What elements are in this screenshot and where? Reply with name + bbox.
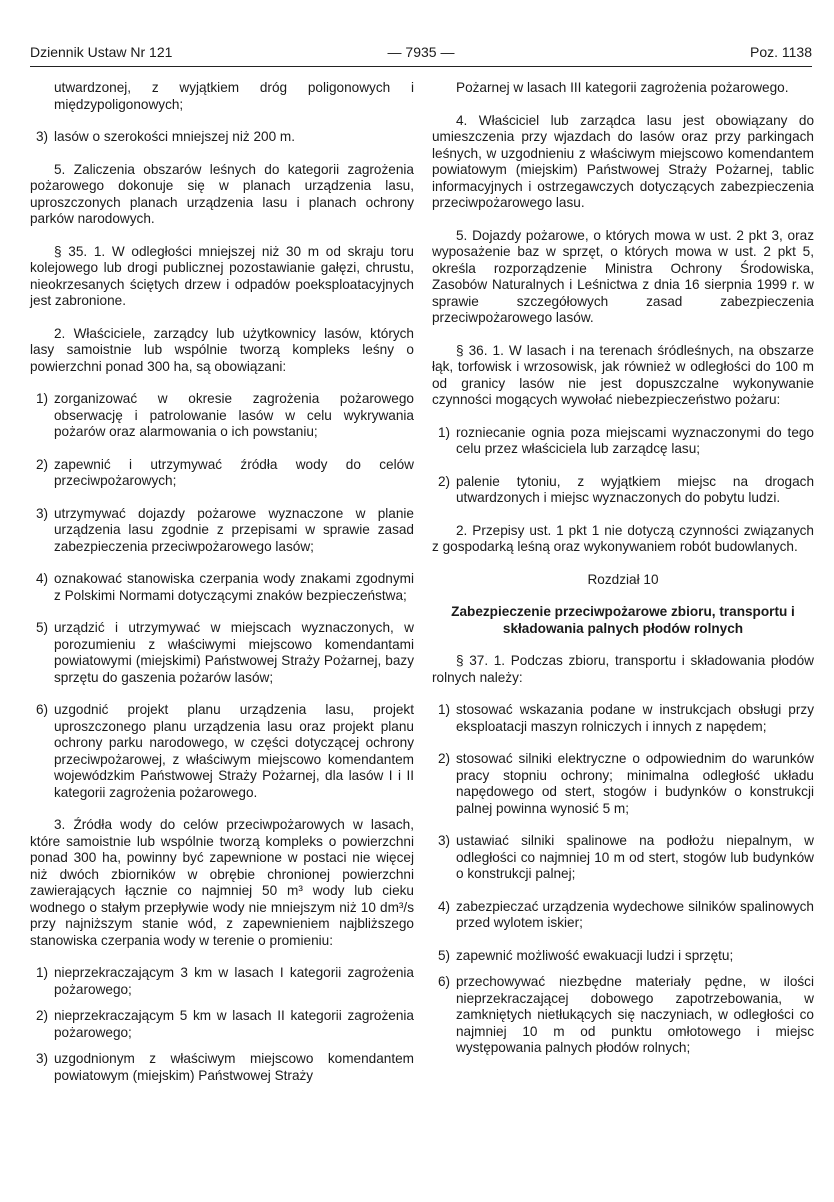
section-36-1: § 36. 1. W lasach i na terenach śródleśnych, na obszarze łąk, torfowisk i wrzosowisk, jak również w odległości do 100 m od granicy lasów nie jest dopuszczalne wykonywanie czynności mogących wywołać niebezpieczeństwo pożaru: bbox=[432, 342, 814, 407]
item-number: 3) bbox=[36, 129, 49, 144]
item-number: 3) bbox=[36, 1051, 49, 1066]
item-number: 3) bbox=[36, 505, 49, 521]
paragraph-3: 3. Źródła wody do celów przeciwpożarowych w lasach, które samoistnie lub wspólnie tworzą kompleks o powierzchni ponad 300 ha, powinny być zapewnione w postaci nie więcej niż dwóch zbiorników w obrębie chronionej powierzchni zawierających łącznie co najmniej 50 m³ wody lub cieku wodnego o stałym przepływie wody nie mniejszym niż 10 dm³/s przy najniższym stanie wód, z zapewnieniem najbliższego stanowiska czerpania wody w terenie o promieniu: bbox=[30, 817, 414, 948]
list-item bbox=[432, 974, 814, 1057]
list-item bbox=[432, 751, 814, 817]
item-text: uzgodnić projekt planu urządzenia lasu, projekt uproszczonego planu urządzenia lasu oraz projekt planu ochrony parku narodowego, w części dotyczącej ochrony przeciwpożarowej, z właściwym miejscowo komendantem wojewódzkim Państwowej Straży Pożarnej, dla lasów I i II kategorii zagrożenia pożarowego. bbox=[54, 702, 414, 800]
list-item bbox=[30, 391, 414, 441]
list-item bbox=[30, 620, 414, 686]
item-text: nieprzekraczającym 3 km w lasach I kategorii zagrożenia pożarowego; bbox=[54, 965, 414, 997]
list-item bbox=[30, 457, 414, 490]
item-number: 5) bbox=[438, 947, 451, 963]
paragraph-5: 5. Zaliczenia obszarów leśnych do kategorii zagrożenia pożarowego dokonuje się w planach urządzenia lasu, uproszczonych planach urządzenia lasu i planach ochrony parków narodowych. bbox=[30, 161, 414, 226]
list-item bbox=[432, 474, 814, 507]
left-column bbox=[30, 80, 414, 1094]
item-number: 4) bbox=[438, 898, 451, 914]
paragraph-2: 2. Właściciele, zarządcy lub użytkownicy lasów, których lasy samoistnie lub wspólnie tworzą kompleks leśny o powierzchni ponad 300 ha, są obowiązani: bbox=[30, 325, 414, 374]
paragraph-5: 5. Dojazdy pożarowe, o których mowa w ust. 2 pkt 3, oraz wyposażenie baz w sprzęt, o których mowa w ust. 2 pkt 5, określa rozporządzenie Ministra Ochrony Środowiska, Zasobów Naturalnych i Leśnictwa z dnia 16 sierpnia 1999 r. w sprawie szczegółowych zasad zabezpieczenia przeciwpożarowego lasów. bbox=[432, 227, 814, 325]
list-item bbox=[432, 899, 814, 932]
header-rule bbox=[30, 66, 812, 67]
section-35-1: § 35. 1. W odległości mniejszej niż 30 m od skraju toru kolejowego lub drogi publicznej pozostawianie gałęzi, chrustu, nieokrzesanych ściętych drzew i odpadów poeksploatacyjnych jest zabronione. bbox=[30, 243, 414, 308]
item-text: rozniecanie ognia poza miejscami wyznaczonymi do tego celu przez właściciela lub zarządcę lasu; bbox=[456, 424, 814, 456]
section-37-1: § 37. 1. Podczas zbioru, transportu i składowania płodów rolnych należy: bbox=[432, 653, 814, 685]
item-number: 4) bbox=[36, 571, 49, 586]
item-number: 1) bbox=[36, 965, 49, 980]
list-item bbox=[30, 965, 414, 998]
item-text: zorganizować w okresie zagrożenia pożarowego obserwację i patrolowanie lasów w celu wykrywania pożarów oraz alarmowania o ich powstaniu; bbox=[54, 391, 414, 439]
position-number: Poz. 1138 bbox=[749, 44, 812, 60]
item-number: 1) bbox=[438, 702, 451, 717]
item-text: lasów o szerokości mniejszej niż 200 m. bbox=[54, 129, 296, 144]
continued-text: utwardzonej, z wyjątkiem dróg poligonowych i międzypoligonowych; bbox=[54, 80, 414, 112]
item-number: 2) bbox=[438, 473, 451, 489]
chapter-heading: Zabezpieczenie przeciwpożarowe zbioru, transportu i składowania palnych płodów rolnych bbox=[451, 604, 795, 636]
list-item bbox=[432, 948, 814, 965]
item-text: palenie tytoniu, z wyjątkiem miejsc na drogach utwardzonych i miejsc wyznaczonych do pobytu ludzi. bbox=[456, 473, 814, 505]
item-number: 6) bbox=[36, 702, 49, 717]
list-item bbox=[30, 1051, 414, 1084]
right-column bbox=[432, 80, 814, 1067]
item-number: 1) bbox=[438, 424, 451, 440]
chapter-title: Rozdział 10 bbox=[587, 571, 659, 587]
item-number: 2) bbox=[438, 751, 451, 766]
list-item bbox=[30, 129, 414, 146]
item-number: 2) bbox=[36, 1008, 49, 1023]
item-text: ustawiać silniki spalinowe na podłożu niepalnym, w odległości co najmniej 10 m od stert, stogów lub budynków o konstrukcji palnej; bbox=[456, 833, 814, 881]
list-item bbox=[30, 702, 414, 801]
item-number: 1) bbox=[36, 391, 49, 406]
item-text: stosować wskazania podane w instrukcjach obsługi przy eksploatacji maszyn rolniczych i innych z napędem; bbox=[456, 702, 814, 734]
page-header bbox=[30, 44, 812, 64]
page-number: — 7935 — bbox=[387, 44, 455, 60]
item-number: 3) bbox=[438, 833, 451, 848]
journal-title: Dziennik Ustaw Nr 121 bbox=[30, 44, 173, 60]
list-item bbox=[432, 833, 814, 883]
item-text: zapewnić możliwość ewakuacji ludzi i sprzętu; bbox=[456, 947, 734, 963]
item-text: nieprzekraczającym 5 km w lasach II kategorii zagrożenia pożarowego; bbox=[54, 1008, 414, 1040]
list-item bbox=[432, 425, 814, 458]
item-number: 2) bbox=[36, 456, 49, 472]
item-number: 5) bbox=[36, 620, 49, 635]
list-item bbox=[30, 571, 414, 604]
list-item bbox=[30, 1008, 414, 1041]
section-36-2: 2. Przepisy ust. 1 pkt 1 nie dotyczą czynności związanych z gospodarką leśną oraz wykonywaniem robót budowlanych. bbox=[432, 522, 814, 554]
item-text: urządzić i utrzymywać w miejscach wyznaczonych, w porozumieniu z właściwymi miejscowo komendantami powiatowymi (miejskimi) Państwowej Straży Pożarnej, bazy sprzętu do gaszenia pożarów lasów; bbox=[54, 620, 414, 685]
item-text: utrzymywać dojazdy pożarowe wyznaczone w planie urządzenia lasu zgodnie z przepisami w sprawie zasad zabezpieczenia przeciwpożarowego lasów; bbox=[54, 505, 414, 554]
item-text: uzgodnionym z właściwym miejscowo komendantem powiatowym (miejskim) Państwowej Straży bbox=[54, 1051, 414, 1083]
item-text: zabezpieczać urządzenia wydechowe silników spalinowych przed wylotem iskier; bbox=[456, 898, 814, 930]
list-item bbox=[432, 702, 814, 735]
item-text: oznakować stanowiska czerpania wody znakami zgodnymi z Polskimi Normami dotyczącymi znaków bezpieczeństwa; bbox=[54, 571, 414, 603]
paragraph-4: 4. Właściciel lub zarządca lasu jest obowiązany do umieszczenia przy wjazdach do lasów oraz przy parkingach leśnych, w uzgodnieniu z właściwym miejscowo komendantem powiatowym (miejskim) Państwowej Straży Pożarnej, tablic informacyjnych i ostrzegawczych dotyczących zabezpieczenia przeciwpożarowego lasu. bbox=[432, 112, 814, 210]
item-text: zapewnić i utrzymywać źródła wody do celów przeciwpożarowych; bbox=[54, 456, 414, 488]
item-text: stosować silniki elektryczne o odpowiednim do warunków pracy stopniu ochrony; minimalna odległość układu napędowego od stert, stogów i budynków o konstrukcji palnej powinna wynosić 5 m; bbox=[456, 751, 814, 816]
item-text: przechowywać niezbędne materiały pędne, w ilości nieprzekraczającej dobowego zapotrzebowania, w zamkniętych nietłukących się naczyniach, w odległości co najmniej 10 m od punktu omłotowego i miejsc występowania palnych płodów rolnych; bbox=[456, 974, 814, 1055]
item-number: 6) bbox=[438, 974, 451, 989]
continued-text: Pożarnej w lasach III kategorii zagrożenia pożarowego. bbox=[456, 80, 789, 95]
list-item bbox=[30, 506, 414, 556]
